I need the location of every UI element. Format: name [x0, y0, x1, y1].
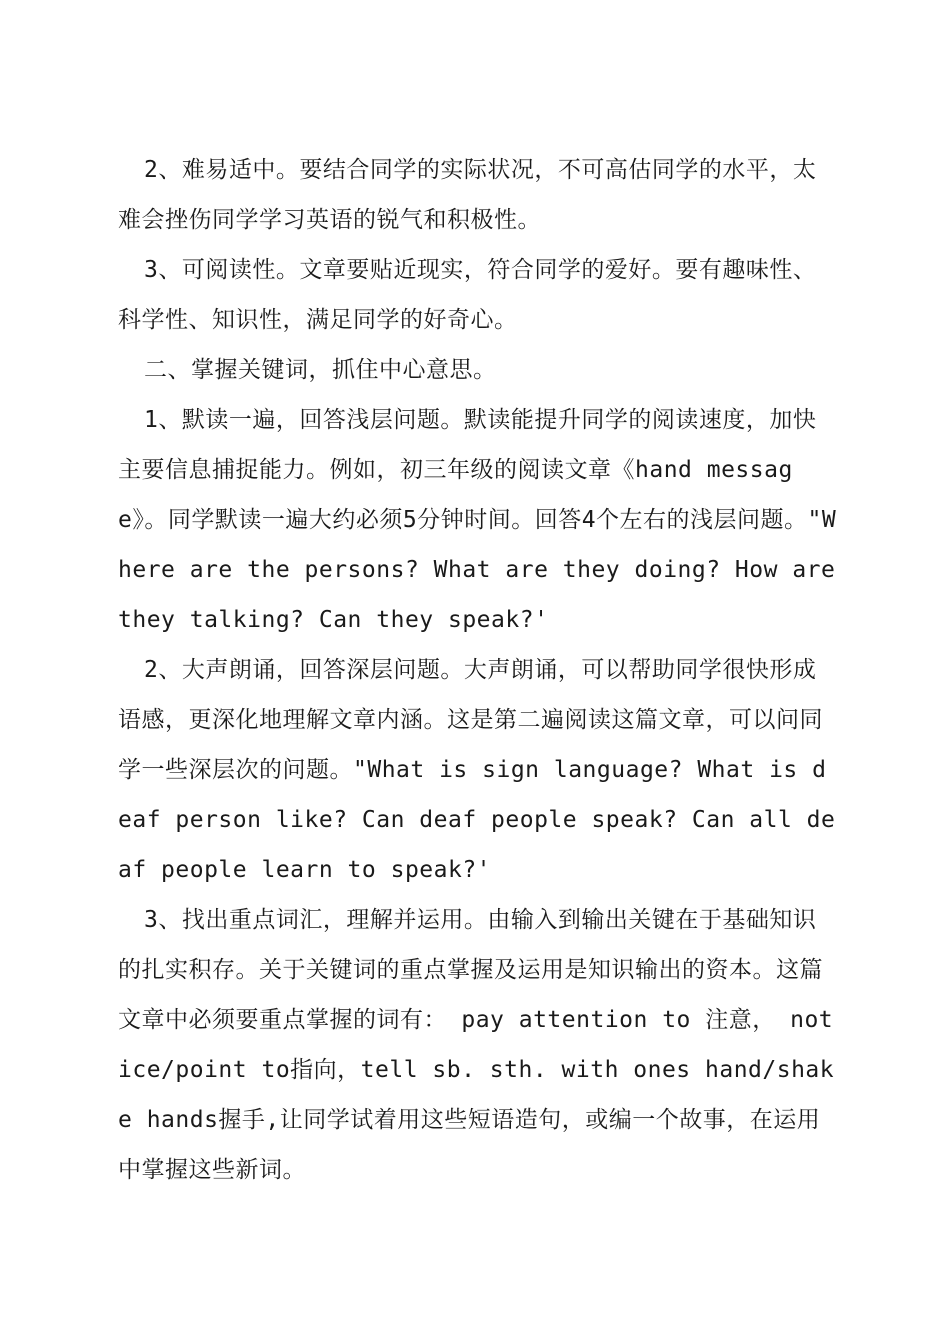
paragraph-readability: 3、可阅读性。文章要贴近现实，符合同学的爱好。要有趣味性、科学性、知识性，满足同学的好奇心。: [118, 257, 817, 333]
paragraph-silent-reading: 1、默读一遍，回答浅层问题。默读能提升同学的阅读速度，加快主要信息捕捉能力。例如，初三年级的阅读文章《hand message》。同学默读一遍大约必须5分钟时间。回答4个左右的浅层问题。"Where are the persons? What are they doing? How are they talking? Can they speak?': [118, 407, 837, 633]
paragraph-difficulty: 2、难易适中。要结合同学的实际状况，不可高估同学的水平，太难会挫伤同学学习英语的锐气和积极性。: [118, 157, 817, 233]
paragraph-reading-aloud: 2、大声朗诵，回答深层问题。大声朗诵，可以帮助同学很快形成语感，更深化地理解文章内涵。这是第二遍阅读这篇文章，可以问同学一些深层次的问题。"What is sign language? What is deaf person like? Can deaf people speak? Can all deaf people learn to speak?': [118, 657, 836, 883]
section-heading-keywords: 二、掌握关键词，抓住中心意思。: [144, 357, 497, 383]
document-body: [118, 145, 838, 1195]
paragraph-key-vocabulary: 3、找出重点词汇，理解并运用。由输入到输出关键在于基础知识的扎实积存。关于关键词的重点掌握及运用是知识输出的资本。这篇文章中必须要重点掌握的词有： pay attention to 注意， notice/point to指向，tell sb. sth. with ones hand/shake hands握手,让同学试着用这些短语造句，或编一个故事，在运用中掌握这些新词。: [118, 907, 835, 1183]
